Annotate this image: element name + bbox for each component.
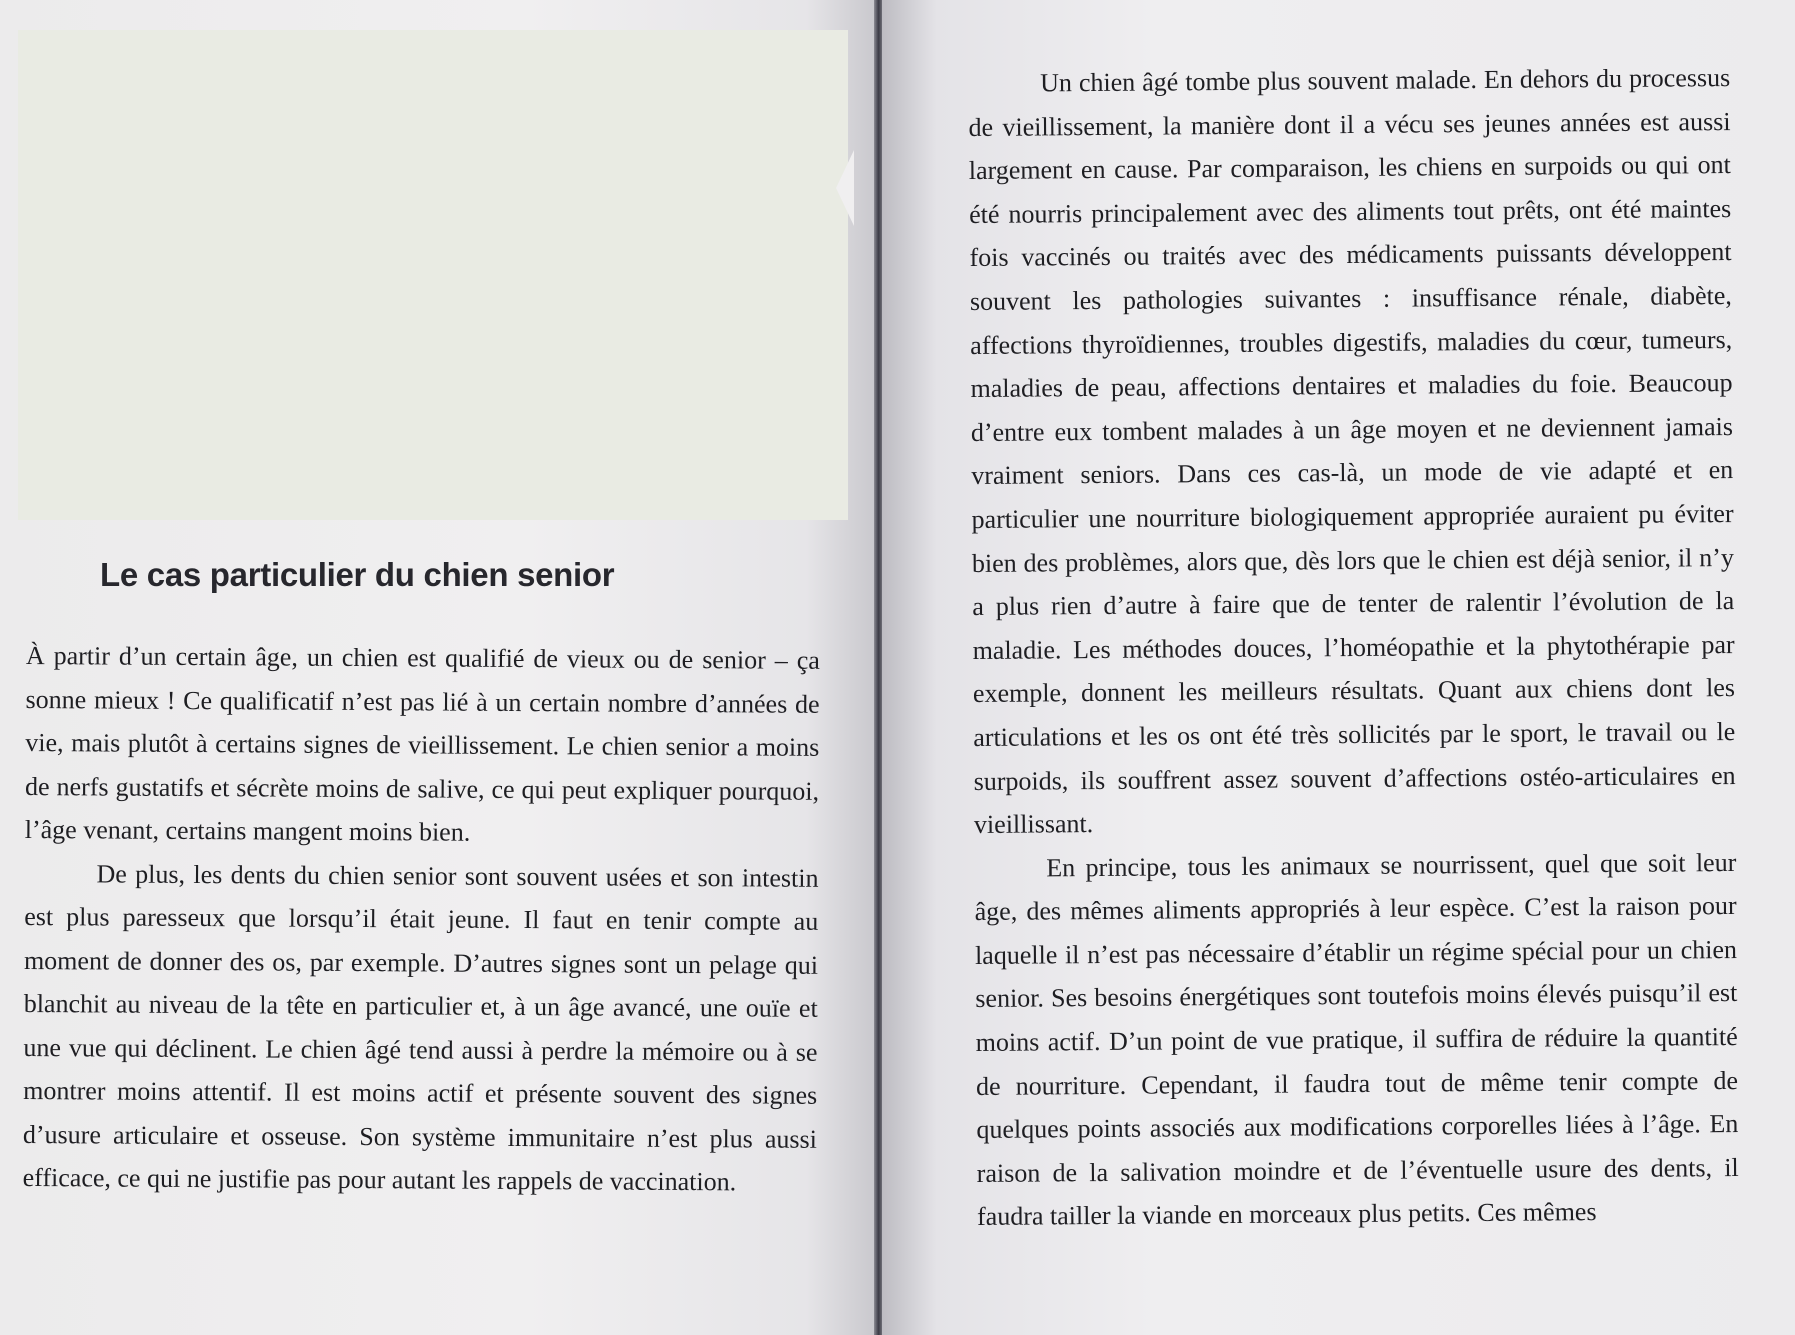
right-text-column	[968, 56, 1739, 1239]
section-heading: Le cas particulier du chien senior	[100, 556, 615, 593]
page-edge-notch	[836, 150, 854, 226]
paragraph: En principe, tous les animaux se nourrissent, quel que soit leur âge, des mêmes aliments appropriés à leur espèce. C’est la raison pour laquelle il n’est pas nécessaire d’établir un régime spécial pour un chien senior. Ses besoins énergétiques sont toutefois moins élevés puisqu’il est moins actif. D’un point de vue pratique, il suffira de réduire la quantité de nourriture. Cependant, il faudra tout de même tenir compte de quelques points associés aux modifications corporelles liées à l’âge. En raison de la salivation moindre et de l’éventuelle usure des dents, il faudra tailler la viande en morceaux plus petits. Ces mêmes	[974, 847, 1739, 1232]
photo-placeholder	[18, 30, 848, 520]
paragraph: Un chien âgé tombe plus souvent malade. En dehors du processus de vieillissement, la manière dont il a vécu ses jeunes années est aussi largement en cause. Par comparaison, les chiens en surpoids ou qui ont été nourris principalement avec des aliments tout prêts, ont été maintes fois vaccinés ou traités avec des médicaments puissants développent souvent les pathologies suivantes : insuffisance rénale, diabète, affections thyroïdiennes, troubles digestifs, maladies du cœur, tumeurs, maladies de peau, affections dentaires et maladies du foie. Beaucoup d’entre eux tombent malades à un âge moyen et ne deviennent jamais vraiment seniors. Dans ces cas-là, un mode de vie adapté et en particulier une nourriture biologiquement appropriée auraient pu éviter bien des problèmes, alors que, dès lors que le chien est déjà senior, il n’y a plus rien d’autre à faire que de tenter de ralentir l’évolution de la maladie. Les méthodes douces, l’homéopathie et la phytothérapie par exemple, donnent les meilleurs résultats. Quant aux chiens dont les articulations et les os ont été très sollicités par le sport, le travail ou le surpoids, ils souffrent assez souvent d’affections ostéo-articulaires en vieillissant.	[968, 63, 1736, 840]
paragraph: À partir d’un certain âge, un chien est qualifié de vieux ou de senior – ça sonne mieux ! Ce qualificatif n’est pas lié à un certain nombre d’années de vie, mais plutôt à certains signes de vieillissement. Le chien senior a moins de nerfs gustatifs et sécrète moins de salive, ce qui peut expliquer pourquoi, l’âge venant, certains mangent moins bien.	[24, 640, 820, 847]
left-text-column	[23, 634, 820, 1204]
paragraph: De plus, les dents du chien senior sont souvent usées et son intestin est plus paresseux que lorsqu’il était jeune. Il faut en tenir compte au moment de donner des os, par exemple. D’autres signes sont un pelage qui blanchit au niveau de la tête en particulier et, à un âge avancé, une ouïe et une vue qui déclinent. Le chien âgé tend aussi à perdre la mémoire ou à se montrer moins attentif. Il est moins actif et présente souvent des signes d’usure articulaire et osseuse. Son système immunitaire n’est plus aussi efficace, ce qui ne justifie pas pour autant les rappels de vaccination.	[22, 858, 819, 1197]
left-page	[0, 0, 876, 1335]
